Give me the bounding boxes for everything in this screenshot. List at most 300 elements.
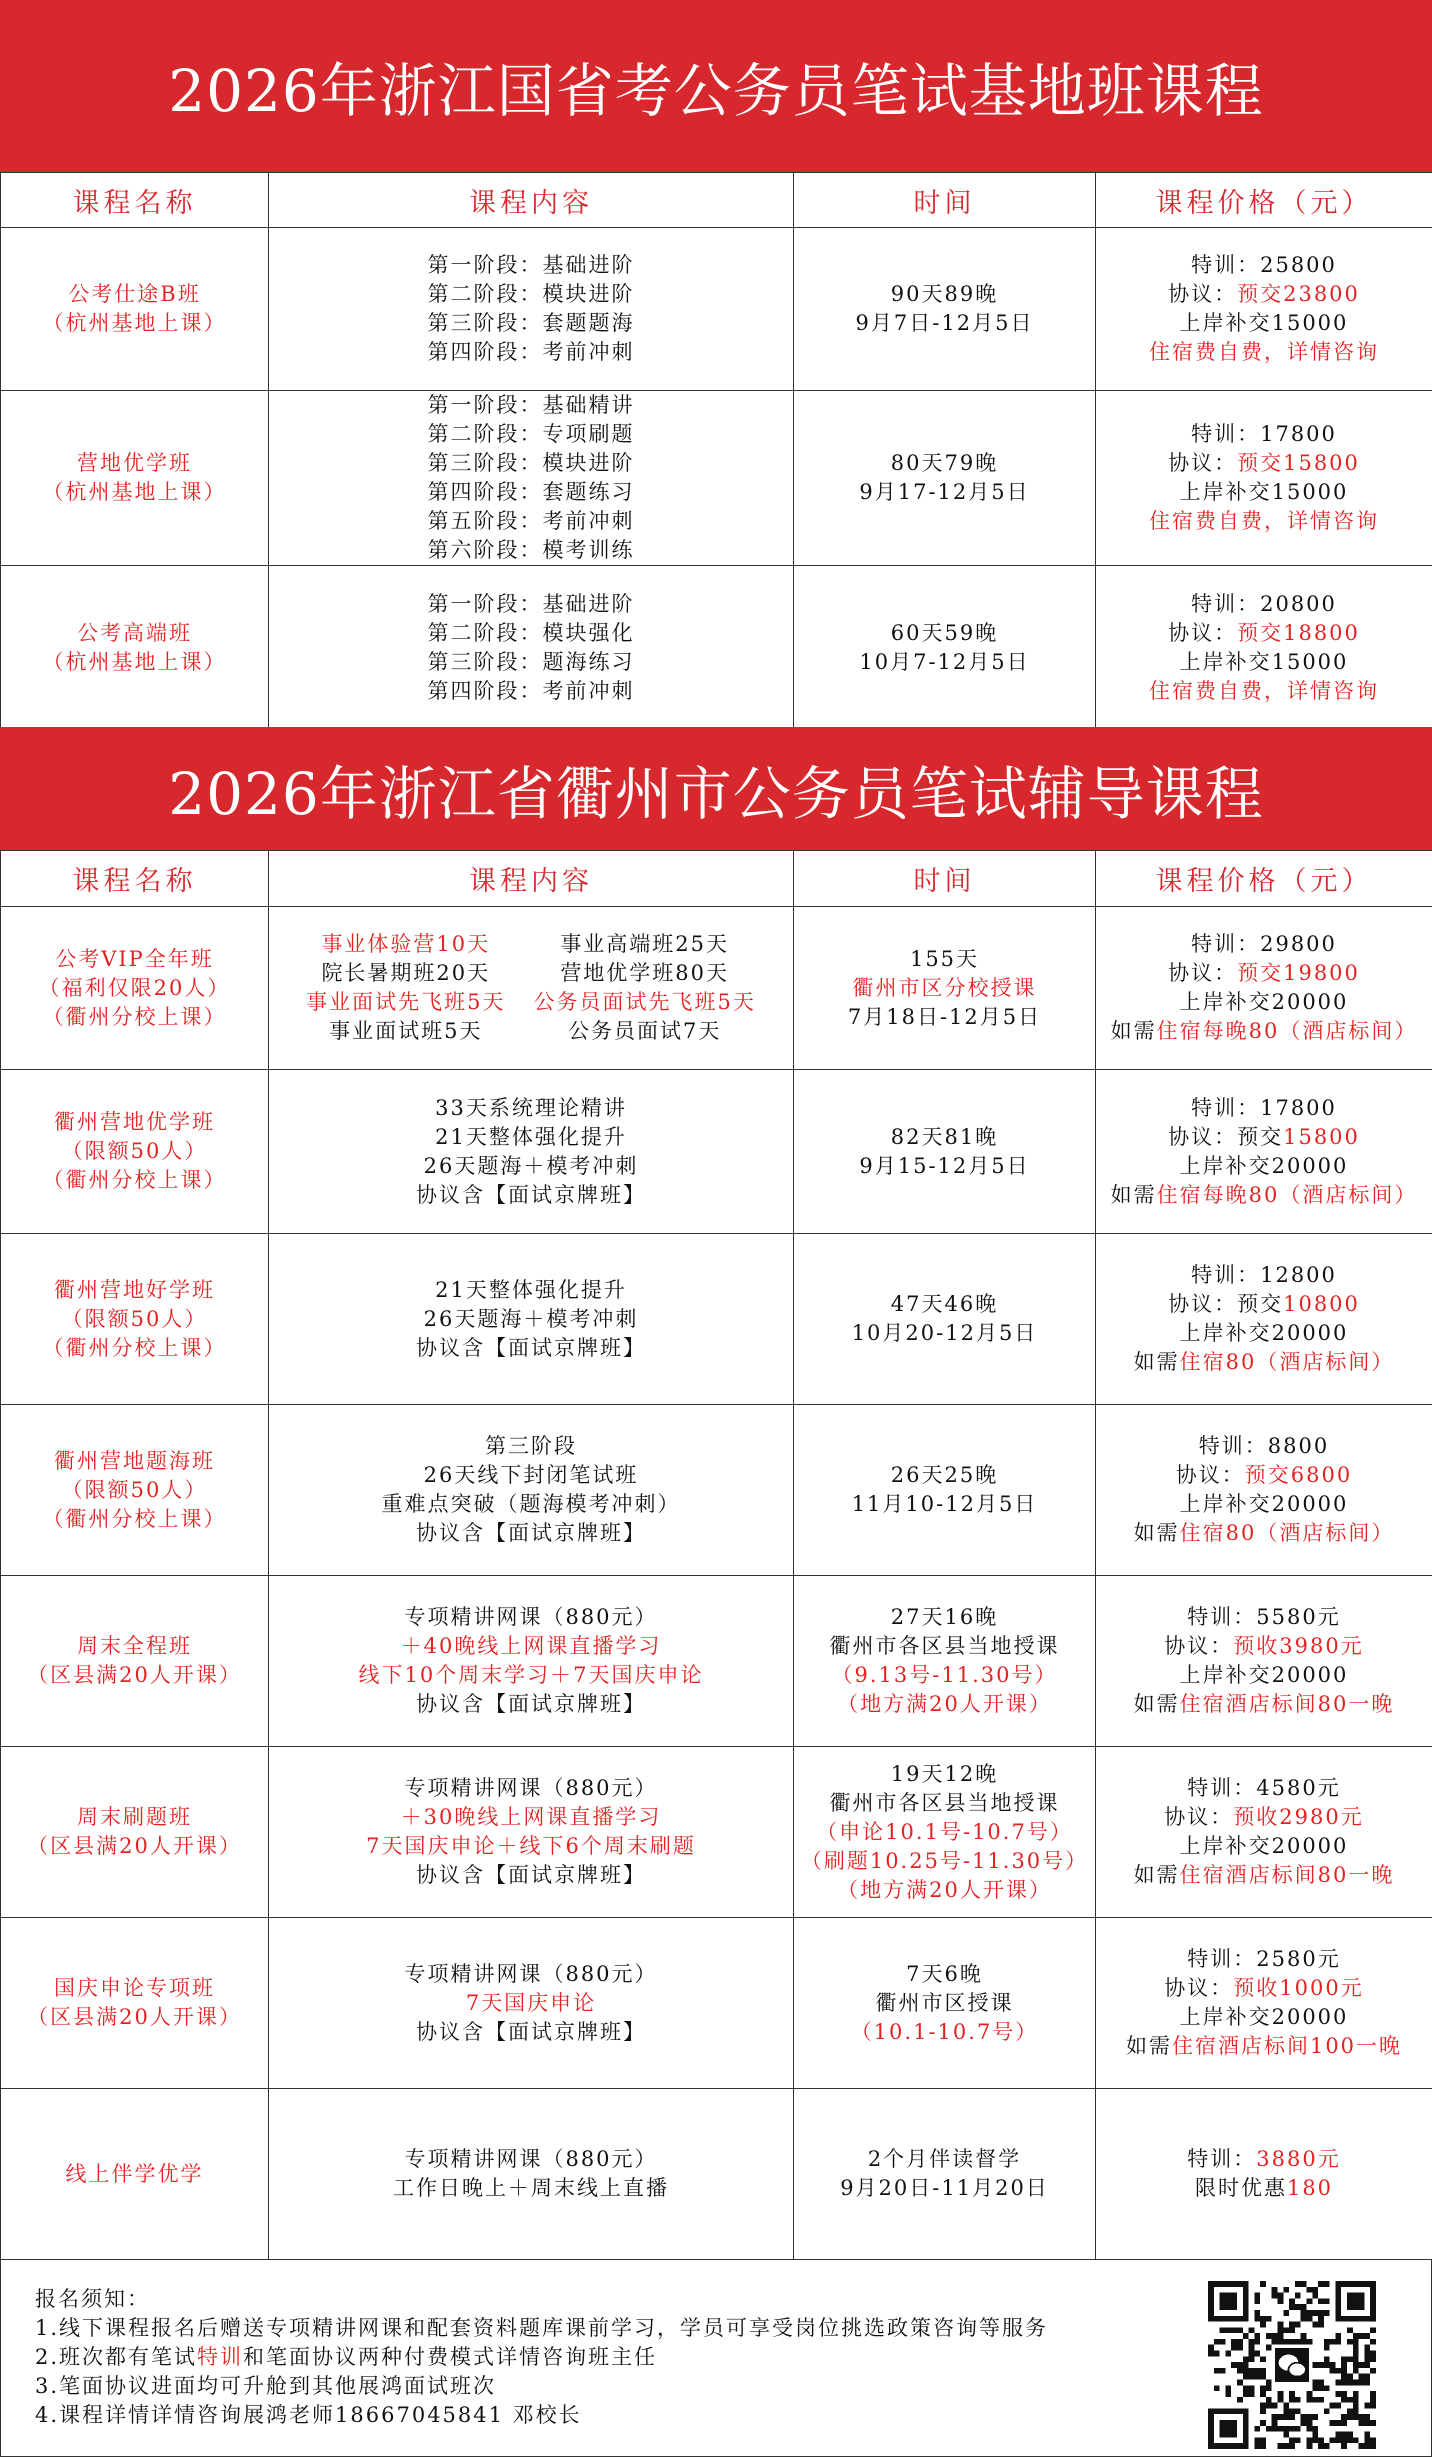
course-name-cell <box>1 1918 269 2089</box>
qr-module <box>1254 2437 1260 2443</box>
text-segment: 1.线下课程报名后赠送专项精讲网课和配套资料题库课前学习，学员可享受岗位挑选政策咨询等服务 <box>35 2316 1049 2340</box>
highlight-text: 180 <box>1286 2176 1334 2200</box>
text-segment: 事业高端班25天 <box>560 932 730 956</box>
quzhou-course-row <box>1 1234 1432 1405</box>
qr-module <box>1359 2362 1365 2368</box>
text-segment: 如需 <box>1110 1019 1157 1043</box>
text-segment: 协议含【面试京牌班】 <box>416 1335 646 1360</box>
course-price-line <box>1096 280 1432 309</box>
qr-module <box>1347 2414 1353 2420</box>
course-price-line <box>1096 1461 1432 1490</box>
qr-module <box>1295 2397 1301 2403</box>
qr-module <box>1306 2298 1312 2304</box>
course-content-line <box>269 1774 793 1803</box>
qr-module <box>1278 2322 1284 2328</box>
qr-module <box>1283 2443 1289 2449</box>
qr-module <box>1260 2356 1266 2362</box>
course-content-cell <box>269 1918 794 2089</box>
qr-module <box>1237 2339 1243 2345</box>
text-segment: 专项精讲网课（880元） <box>404 1961 658 1986</box>
qr-module <box>1295 2304 1301 2310</box>
qr-module <box>1283 2403 1289 2409</box>
text-segment: 上岸补交20000 <box>1179 1663 1349 1687</box>
qr-module <box>1289 2391 1295 2397</box>
highlight-text: （刷题10.25号-11.30号） <box>800 1848 1089 1873</box>
course-content-line <box>269 1490 793 1519</box>
text-segment: 如需 <box>1133 1521 1180 1545</box>
course-price-line <box>1096 1832 1432 1861</box>
wechat-qr-code-icon[interactable] <box>1208 2281 1376 2449</box>
qr-module <box>1312 2385 1318 2391</box>
qr-module <box>1306 2420 1312 2426</box>
text-segment: 上岸补交20000 <box>1179 1321 1349 1345</box>
course-content-line <box>269 2174 793 2203</box>
course-price-line <box>1096 1017 1432 1046</box>
course-price-line <box>1096 988 1432 1017</box>
text-segment: 7天6晚 <box>906 1961 983 1986</box>
qr-module <box>1283 2339 1289 2345</box>
course-name: （衢州分校上课） <box>42 1004 227 1029</box>
course-content-cell <box>269 2089 794 2260</box>
qr-module <box>1370 2443 1376 2449</box>
qr-module <box>1260 2281 1266 2287</box>
course-price-line <box>1096 930 1432 959</box>
course-name: （杭州基地上课） <box>42 480 227 504</box>
qr-module <box>1260 2437 1266 2443</box>
qr-module <box>1353 2368 1359 2374</box>
course-price-line <box>1096 959 1432 988</box>
qr-finder <box>1347 2293 1364 2310</box>
text-segment: 7月18日-12月5日 <box>847 1004 1042 1029</box>
course-price-cell <box>1096 228 1432 391</box>
header-course-content: 课程内容 <box>269 173 794 228</box>
course-name: 公考仕途B班 <box>68 282 201 306</box>
qr-module <box>1260 2443 1266 2449</box>
text-segment: 协议： <box>1175 1463 1245 1487</box>
qr-module <box>1341 2362 1347 2368</box>
qr-module <box>1266 2426 1272 2432</box>
qr-module <box>1283 2414 1289 2420</box>
qr-module <box>1254 2293 1260 2299</box>
quzhou-course-row <box>1 1405 1432 1576</box>
qr-module <box>1306 2414 1312 2420</box>
qr-module <box>1272 2333 1278 2339</box>
quzhou-course-row <box>1 1918 1432 2089</box>
qr-module <box>1295 2426 1301 2432</box>
course-content-cell <box>269 391 794 566</box>
course-time-line <box>794 1876 1095 1905</box>
qr-module <box>1254 2310 1260 2316</box>
text-segment: 协议： <box>1168 961 1238 985</box>
qr-module <box>1318 2443 1324 2449</box>
course-price-line <box>1096 2032 1432 2061</box>
course-price-line <box>1096 1974 1432 2003</box>
section-title-quzhou: 2026年浙江省衢州市公务员笔试辅导课程 <box>0 727 1432 850</box>
course-price-line <box>1096 507 1432 536</box>
qr-module <box>1364 2351 1370 2357</box>
header-course-content: 课程内容 <box>269 851 794 907</box>
course-time-cell <box>794 566 1096 730</box>
qr-module <box>1306 2310 1312 2316</box>
qr-module <box>1341 2432 1347 2438</box>
course-price-cell <box>1096 2089 1432 2260</box>
course-price-line <box>1096 2003 1432 2032</box>
qr-module <box>1301 2333 1307 2339</box>
qr-module <box>1225 2391 1231 2397</box>
course-price-line <box>1096 1432 1432 1461</box>
course-name: （杭州基地上课） <box>42 311 227 335</box>
course-price-cell <box>1096 1405 1432 1576</box>
qr-module <box>1254 2426 1260 2432</box>
highlight-text: 住宿80（酒店标间） <box>1179 1350 1395 1374</box>
course-time-line: 9月7日-12月5日 <box>855 311 1034 335</box>
qr-module <box>1306 2316 1312 2322</box>
course-content-line: 第四阶段：套题练习 <box>427 480 635 504</box>
qr-module <box>1318 2362 1324 2368</box>
course-price-line <box>1096 338 1432 367</box>
qr-module <box>1254 2368 1260 2374</box>
qr-module <box>1243 2385 1249 2391</box>
course-time-line <box>794 1789 1095 1818</box>
highlight-text: 3880元 <box>1256 2147 1341 2171</box>
qr-module <box>1359 2374 1365 2380</box>
text-segment: 26天25晚 <box>890 1463 999 1487</box>
course-time-line <box>794 974 1095 1003</box>
qr-module <box>1341 2414 1347 2420</box>
text-segment: 如需 <box>1133 1350 1180 1374</box>
highlight-text: 预交18800 <box>1237 620 1360 645</box>
qr-module <box>1249 2385 1255 2391</box>
course-content-cell <box>269 1576 794 1747</box>
course-content-line: 第一阶段：基础精讲 <box>427 393 635 417</box>
qr-module <box>1278 2339 1284 2345</box>
qr-module <box>1272 2426 1278 2432</box>
course-time-cell <box>794 907 1096 1070</box>
qr-module <box>1225 2351 1231 2357</box>
course-price-line <box>1096 1290 1432 1319</box>
qr-module <box>1237 2379 1243 2385</box>
course-name: 公考VIP全年班 <box>55 946 214 971</box>
course-content-line: 第六阶段：模考训练 <box>427 538 635 562</box>
qr-module <box>1301 2310 1307 2316</box>
course-content-cell <box>269 1070 794 1234</box>
qr-module <box>1370 2356 1376 2362</box>
text-segment: 上岸补交15000 <box>1179 649 1349 674</box>
course-content-line: 第一阶段：基础进阶 <box>427 591 635 616</box>
qr-module <box>1364 2374 1370 2380</box>
highlight-text: 住宿酒店标间80一晚 <box>1179 1863 1395 1887</box>
course-time-line <box>794 2145 1095 2174</box>
qr-module <box>1266 2333 1272 2339</box>
course-price-line <box>1096 1803 1432 1832</box>
qr-module <box>1237 2327 1243 2333</box>
course-content-line: 第五阶段：考前冲刺 <box>427 509 635 533</box>
text-segment: 特训：17800 <box>1191 422 1337 446</box>
course-price-line <box>1096 590 1432 619</box>
course-price-line <box>1096 309 1432 338</box>
course-price-line <box>1096 677 1432 706</box>
course-content-cell <box>269 1234 794 1405</box>
course-content-line <box>269 1832 793 1861</box>
header-course-name: 课程名称 <box>1 173 269 228</box>
course-name-cell <box>1 1747 269 1918</box>
text-segment: 重难点突破（题海模考冲刺） <box>381 1492 681 1516</box>
course-content-line: 第三阶段：套题题海 <box>427 311 635 335</box>
qr-module <box>1364 2420 1370 2426</box>
qr-module <box>1260 2403 1266 2409</box>
qr-module <box>1364 2362 1370 2368</box>
text-segment: 特训：25800 <box>1191 253 1337 277</box>
course-name-cell <box>1 391 269 566</box>
table-header-row <box>1 173 1432 228</box>
course-time-line: 80天79晚 <box>890 451 999 475</box>
course-price-cell <box>1096 566 1432 730</box>
highlight-text: （10.1-10.7号） <box>850 2019 1039 2044</box>
qr-module <box>1330 2437 1336 2443</box>
course-price-line <box>1096 1094 1432 1123</box>
course-name: 国庆申论专项班 <box>54 1976 215 2000</box>
course-name-cell <box>1 2089 269 2260</box>
course-time-cell <box>794 228 1096 391</box>
qr-module <box>1266 2397 1272 2403</box>
course-content-line: 第四阶段：考前冲刺 <box>427 678 635 703</box>
qr-module <box>1301 2281 1307 2287</box>
quzhou-course-row <box>1 1070 1432 1234</box>
course-time-line <box>794 1603 1095 1632</box>
highlight-text: 线下10个周末学习＋7天国庆申论 <box>358 1663 704 1687</box>
qr-module <box>1243 2368 1249 2374</box>
course-content-line <box>269 1461 793 1490</box>
qr-module <box>1364 2437 1370 2443</box>
text-segment: 特训：8800 <box>1198 1434 1330 1458</box>
qr-module <box>1231 2327 1237 2333</box>
qr-module <box>1341 2391 1347 2397</box>
qr-module <box>1208 2351 1214 2357</box>
qr-module <box>1301 2339 1307 2345</box>
highlight-text: 衢州市区分校授课 <box>852 975 1037 1000</box>
qr-module <box>1278 2397 1284 2403</box>
text-segment: 特训：17800 <box>1191 1095 1337 1120</box>
qr-module <box>1278 2443 1284 2449</box>
qr-module <box>1347 2339 1353 2345</box>
text-segment: 如需 <box>1133 1863 1180 1887</box>
text-segment: 营地优学班80天 <box>560 961 730 985</box>
qr-module <box>1295 2408 1301 2414</box>
course-name-cell <box>1 566 269 730</box>
qr-module <box>1324 2362 1330 2368</box>
text-segment: 协议含【面试京牌班】 <box>416 1182 646 1207</box>
course-price-line <box>1096 1690 1432 1719</box>
course-name: （衢州分校上课） <box>42 1335 227 1360</box>
qr-module <box>1364 2345 1370 2351</box>
qr-module <box>1335 2379 1341 2385</box>
qr-module <box>1260 2408 1266 2414</box>
text-segment: 协议： <box>1168 451 1238 475</box>
course-time-line <box>794 2174 1095 2203</box>
qr-module <box>1341 2374 1347 2380</box>
text-segment: 协议：预交 <box>1168 1124 1284 1149</box>
qr-module <box>1353 2397 1359 2403</box>
qr-module <box>1370 2403 1376 2409</box>
course-time-line: 60天59晚 <box>890 620 999 645</box>
highlight-text: 事业面试先飞班5天 <box>306 990 506 1014</box>
highlight-text: 住宿每晚80（酒店标间） <box>1156 1182 1418 1207</box>
text-segment: 155天 <box>909 946 980 971</box>
highlight-text: 住宿费自费，详情咨询 <box>1149 678 1379 703</box>
course-name: （福利仅限20人） <box>38 975 231 1000</box>
qr-module <box>1370 2351 1376 2357</box>
course-content-line <box>269 1334 793 1363</box>
qr-module <box>1324 2298 1330 2304</box>
course-content-line <box>269 2018 793 2047</box>
qr-module <box>1254 2351 1260 2357</box>
text-segment: 衢州市区授课 <box>875 1990 1014 2015</box>
text-segment: 协议含【面试京牌班】 <box>416 1521 646 1545</box>
text-segment: 27天16晚 <box>890 1605 999 1629</box>
text-segment: 如需 <box>1125 2034 1172 2058</box>
course-price-line <box>1096 1181 1432 1210</box>
qr-module <box>1295 2322 1301 2328</box>
text-segment: 3.笔面协议进面均可升舱到其他展鸿面试班次 <box>35 2374 497 2398</box>
course-name-cell <box>1 1234 269 1405</box>
qr-module <box>1278 2414 1284 2420</box>
qr-module <box>1220 2339 1226 2345</box>
qr-module <box>1370 2327 1376 2333</box>
highlight-text: 预交6800 <box>1244 1463 1353 1487</box>
highlight-text: 7天国庆申论 <box>465 1990 597 2015</box>
qr-module <box>1341 2397 1347 2403</box>
qr-module <box>1231 2345 1237 2351</box>
highlight-text: 预交23800 <box>1237 282 1360 306</box>
qr-module <box>1301 2414 1307 2420</box>
text-segment: 特训：2580元 <box>1187 1947 1341 1971</box>
qr-module <box>1272 2414 1278 2420</box>
qr-module <box>1301 2420 1307 2426</box>
qr-module <box>1324 2356 1330 2362</box>
highlight-text: 预收3980元 <box>1233 1634 1364 1658</box>
qr-module <box>1272 2403 1278 2409</box>
qr-module <box>1249 2356 1255 2362</box>
course-name: （区县满20人开课） <box>27 1663 242 1687</box>
highlight-text: 预交15800 <box>1237 451 1360 475</box>
course-name-cell <box>1 1576 269 1747</box>
text-segment: 特训： <box>1187 2147 1257 2171</box>
highlight-text: 住宿酒店标间80一晚 <box>1179 1692 1395 1716</box>
qr-module <box>1364 2414 1370 2420</box>
course-price-cell <box>1096 1747 1432 1918</box>
course-price-line <box>1096 1152 1432 1181</box>
qr-module <box>1335 2403 1341 2409</box>
qr-module <box>1364 2403 1370 2409</box>
hangzhou-course-row <box>1 228 1432 391</box>
course-time-cell <box>794 1070 1096 1234</box>
course-content-line <box>269 1094 793 1123</box>
qr-module <box>1243 2356 1249 2362</box>
qr-module <box>1237 2368 1243 2374</box>
text-segment: 工作日晚上＋周末线上直播 <box>393 2176 669 2200</box>
qr-module <box>1254 2374 1260 2380</box>
table-header-row <box>1 851 1432 907</box>
course-price-line <box>1096 1603 1432 1632</box>
course-name-cell <box>1 228 269 391</box>
qr-module <box>1208 2345 1214 2351</box>
course-price-line <box>1096 648 1432 677</box>
qr-module <box>1312 2432 1318 2438</box>
qr-module <box>1260 2420 1266 2426</box>
course-time-line <box>794 945 1095 974</box>
course-time-line <box>794 1690 1095 1719</box>
text-segment: 特训：4580元 <box>1187 1776 1341 1800</box>
qr-module <box>1341 2368 1347 2374</box>
qr-module <box>1312 2293 1318 2299</box>
course-name: 衢州营地好学班 <box>54 1277 215 1302</box>
course-price-line <box>1096 2145 1432 2174</box>
course-time-cell <box>794 1576 1096 1747</box>
text-segment: 协议含【面试京牌班】 <box>416 2019 646 2044</box>
course-price-cell <box>1096 391 1432 566</box>
qr-module <box>1306 2287 1312 2293</box>
course-price-line <box>1096 1661 1432 1690</box>
qr-module <box>1312 2379 1318 2385</box>
qr-module <box>1225 2385 1231 2391</box>
text-segment: 82天81晚 <box>890 1124 999 1149</box>
course-name: （杭州基地上课） <box>42 649 227 674</box>
qr-module <box>1306 2443 1312 2449</box>
qr-module <box>1353 2414 1359 2420</box>
qr-module <box>1335 2368 1341 2374</box>
course-price-line <box>1096 1861 1432 1890</box>
course-time-line <box>794 1319 1095 1348</box>
text-segment: 上岸补交20000 <box>1179 2005 1349 2029</box>
qr-module <box>1364 2333 1370 2339</box>
highlight-text: 预收2980元 <box>1233 1805 1364 1829</box>
qr-module <box>1370 2339 1376 2345</box>
qr-module <box>1324 2310 1330 2316</box>
course-price-line <box>1096 1945 1432 1974</box>
qr-module <box>1289 2322 1295 2328</box>
qr-module <box>1220 2327 1226 2333</box>
course-content-cell <box>269 1405 794 1576</box>
text-segment: 协议： <box>1164 1634 1234 1658</box>
qr-module <box>1318 2379 1324 2385</box>
qr-module <box>1306 2426 1312 2432</box>
course-time-line <box>794 1661 1095 1690</box>
course-time-cell <box>794 2089 1096 2260</box>
qr-module <box>1295 2339 1301 2345</box>
qr-module <box>1283 2432 1289 2438</box>
qr-module <box>1312 2287 1318 2293</box>
text-segment: 协议含【面试京牌班】 <box>416 1863 646 1887</box>
course-time-line <box>794 1490 1095 1519</box>
qr-module <box>1341 2443 1347 2449</box>
quzhou-course-table <box>0 850 1432 2260</box>
qr-module <box>1283 2408 1289 2414</box>
qr-finder <box>1220 2420 1237 2437</box>
qr-module <box>1289 2397 1295 2403</box>
header-price: 课程价格（元） <box>1096 173 1432 228</box>
highlight-text: 住宿80（酒店标间） <box>1179 1521 1395 1545</box>
qr-module <box>1330 2420 1336 2426</box>
qr-module <box>1278 2333 1284 2339</box>
qr-module <box>1370 2368 1376 2374</box>
course-price-line <box>1096 251 1432 280</box>
course-content-line <box>269 1861 793 1890</box>
course-content-line: 第一阶段：基础进阶 <box>427 253 635 277</box>
qr-module <box>1353 2437 1359 2443</box>
course-content-grid <box>269 930 793 1046</box>
text-segment: 特训：20800 <box>1191 591 1337 616</box>
qr-module <box>1324 2281 1330 2287</box>
